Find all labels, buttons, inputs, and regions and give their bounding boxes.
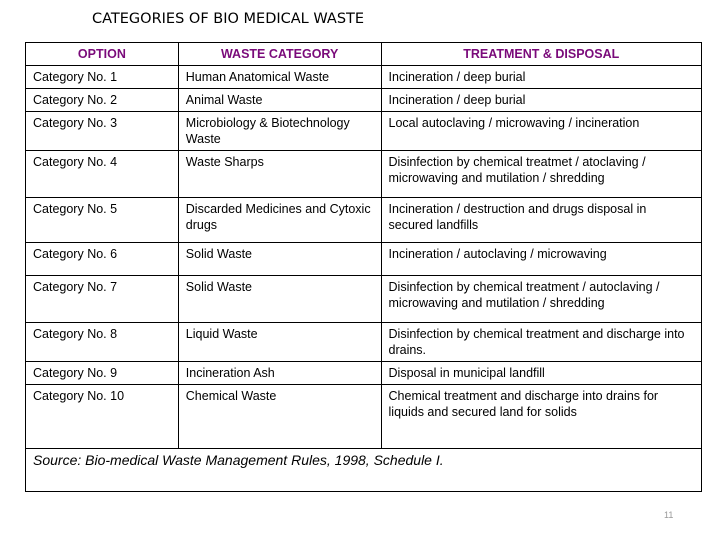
table-row bbox=[26, 89, 702, 112]
table-header-row bbox=[26, 43, 702, 66]
source-citation: Source: Bio-medical Waste Management Rules, 1998, Schedule I. bbox=[26, 449, 702, 492]
header-waste-category: WASTE CATEGORY bbox=[178, 43, 381, 66]
treatment-cell: Local autoclaving / microwaving / incineration bbox=[381, 112, 701, 151]
waste-categories-table bbox=[25, 42, 702, 492]
table-row bbox=[26, 198, 702, 243]
table-row bbox=[26, 385, 702, 449]
table-row bbox=[26, 66, 702, 89]
treatment-cell: Incineration / autoclaving / microwaving bbox=[381, 243, 701, 276]
option-cell: Category No. 10 bbox=[26, 385, 179, 449]
treatment-cell: Incineration / deep burial bbox=[381, 89, 701, 112]
treatment-cell: Disinfection by chemical treatment / autoclaving / microwaving and mutilation / shredding bbox=[381, 276, 701, 323]
treatment-cell: Disinfection by chemical treatment and discharge into drains. bbox=[381, 323, 701, 362]
table-row bbox=[26, 151, 702, 198]
waste-category-cell: Animal Waste bbox=[178, 89, 381, 112]
treatment-cell: Disposal in municipal landfill bbox=[381, 362, 701, 385]
option-cell: Category No. 2 bbox=[26, 89, 179, 112]
option-cell: Category No. 6 bbox=[26, 243, 179, 276]
waste-category-cell: Liquid Waste bbox=[178, 323, 381, 362]
option-cell: Category No. 5 bbox=[26, 198, 179, 243]
waste-category-cell: Human Anatomical Waste bbox=[178, 66, 381, 89]
option-cell: Category No. 7 bbox=[26, 276, 179, 323]
waste-category-cell: Chemical Waste bbox=[178, 385, 381, 449]
treatment-cell: Incineration / destruction and drugs disposal in secured landfills bbox=[381, 198, 701, 243]
option-cell: Category No. 4 bbox=[26, 151, 179, 198]
waste-category-cell: Microbiology & Biotechnology Waste bbox=[178, 112, 381, 151]
source-row bbox=[26, 449, 702, 492]
waste-category-cell: Discarded Medicines and Cytoxic drugs bbox=[178, 198, 381, 243]
table-row bbox=[26, 276, 702, 323]
header-treatment-disposal: TREATMENT & DISPOSAL bbox=[381, 43, 701, 66]
waste-category-cell: Waste Sharps bbox=[178, 151, 381, 198]
treatment-cell: Chemical treatment and discharge into drains for liquids and secured land for solids bbox=[381, 385, 701, 449]
table-row bbox=[26, 112, 702, 151]
page-title: CATEGORIES OF BIO MEDICAL WASTE bbox=[92, 11, 365, 27]
header-option: OPTION bbox=[26, 43, 179, 66]
option-cell: Category No. 1 bbox=[26, 66, 179, 89]
table-row bbox=[26, 323, 702, 362]
waste-category-cell: Solid Waste bbox=[178, 276, 381, 323]
waste-category-cell: Solid Waste bbox=[178, 243, 381, 276]
option-cell: Category No. 9 bbox=[26, 362, 179, 385]
treatment-cell: Incineration / deep burial bbox=[381, 66, 701, 89]
table-row bbox=[26, 243, 702, 276]
option-cell: Category No. 8 bbox=[26, 323, 179, 362]
treatment-cell: Disinfection by chemical treatmet / atoclaving / microwaving and mutilation / shredding bbox=[381, 151, 701, 198]
table-row bbox=[26, 362, 702, 385]
waste-category-cell: Incineration Ash bbox=[178, 362, 381, 385]
option-cell: Category No. 3 bbox=[26, 112, 179, 151]
page-number: 11 bbox=[664, 510, 674, 520]
